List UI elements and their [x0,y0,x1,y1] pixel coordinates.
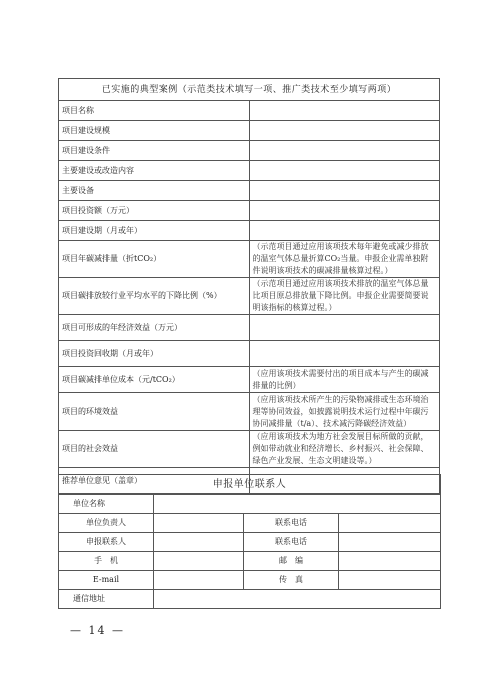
table-row [59,393,440,431]
table-row [59,533,441,552]
row-label: 项目的环境效益 [59,393,250,431]
case-section-title: 已实施的典型案例（示范类技术填写一项、推广类技术至少填写两项） [59,79,440,101]
table-row [59,590,441,609]
row-value[interactable] [249,315,440,341]
row-label: 项目的社会效益 [59,431,250,468]
contact-phone-field[interactable] [339,514,441,533]
email-field[interactable] [154,571,244,590]
typical-case-table [58,78,440,494]
unit-head-label: 单位负责人 [59,514,154,533]
mobile-field[interactable] [154,552,244,571]
table-row [59,141,440,161]
table-row [59,161,440,181]
row-value[interactable] [249,101,440,121]
row-value[interactable]: （应用该项技术需要付出的项目成本与产生的碳减排量的比例） [249,367,440,393]
table-row [59,278,440,315]
row-label: 项目年碳减排量（折tCO₂） [59,241,250,278]
contact-section-title: 申报单位联系人 [59,475,441,495]
table-row [59,241,440,278]
row-value[interactable]: （应用该项技术为地方社会发展目标所做的贡献，例如带动就业和经济增长、乡村振兴、社会保障、绿色产业发展、生态文明建设等。） [249,431,440,468]
row-value[interactable]: （示范项目通过应用该项技术每年避免或减少排放的温室气体总量折算CO₂当量。申报企业需单独附件说明该项技术的碳减排量核算过程。） [249,241,440,278]
contact-phone-label: 联系电话 [244,514,339,533]
row-label: 项目可形成的年经济效益（万元） [59,315,250,341]
row-label: 项目碳减排单位成本（元/tCO₂） [59,367,250,393]
contact-phone-label: 联系电话 [244,533,339,552]
address-label: 通信地址 [59,590,154,609]
row-label: 项目投资回收期（月或年） [59,341,250,367]
postcode-field[interactable] [339,552,441,571]
table-row [59,367,440,393]
table-row [59,431,440,468]
mobile-label: 手 机 [59,552,154,571]
table-row [59,514,441,533]
row-label: 项目投资额（万元） [59,201,250,221]
applicant-contact-field[interactable] [154,533,244,552]
page-number: — 14 — [70,624,125,637]
row-value[interactable] [249,341,440,367]
postcode-label: 邮 编 [244,552,339,571]
table-row [59,101,440,121]
table-row [59,495,441,514]
row-label: 项目名称 [59,101,250,121]
row-label: 推荐单位意见（盖章） [59,468,250,494]
fax-field[interactable] [339,571,441,590]
row-label: 主要建设或改造内容 [59,161,250,181]
table-row [59,221,440,241]
table-row [59,341,440,367]
email-label: E-mail [59,571,154,590]
applicant-contact-label: 申报联系人 [59,533,154,552]
unit-name-field[interactable] [154,495,441,514]
unit-name-label: 单位名称 [59,495,154,514]
table-row [59,181,440,201]
table-row [59,315,440,341]
table-row [59,201,440,221]
row-value[interactable] [249,161,440,181]
table-row [59,571,441,590]
unit-head-field[interactable] [154,514,244,533]
table-row [59,552,441,571]
row-value[interactable] [249,121,440,141]
row-value[interactable] [249,141,440,161]
row-value[interactable] [249,181,440,201]
row-label: 项目建设条件 [59,141,250,161]
row-value[interactable] [249,201,440,221]
table-row [59,121,440,141]
row-label: 项目碳排放较行业平均水平的下降比例（%） [59,278,250,315]
row-value[interactable]: （应用该项技术所产生的污染物减排或生态环境治理等协同效益，如披露说明技术运行过程中年碳污协同减排量（t/a）、技术减污降碳经济效益） [249,393,440,431]
fax-label: 传 真 [244,571,339,590]
row-label: 项目建设期（月或年） [59,221,250,241]
row-label: 项目建设规模 [59,121,250,141]
row-value[interactable] [249,221,440,241]
contact-phone-field[interactable] [339,533,441,552]
address-field[interactable] [154,590,441,609]
row-label: 主要设备 [59,181,250,201]
contact-table [58,474,441,609]
row-value[interactable]: （示范项目通过应用该项技术排放的温室气体总量比项目原总排放量下降比例。申报企业需要简要说明该指标的核算过程。） [249,278,440,315]
